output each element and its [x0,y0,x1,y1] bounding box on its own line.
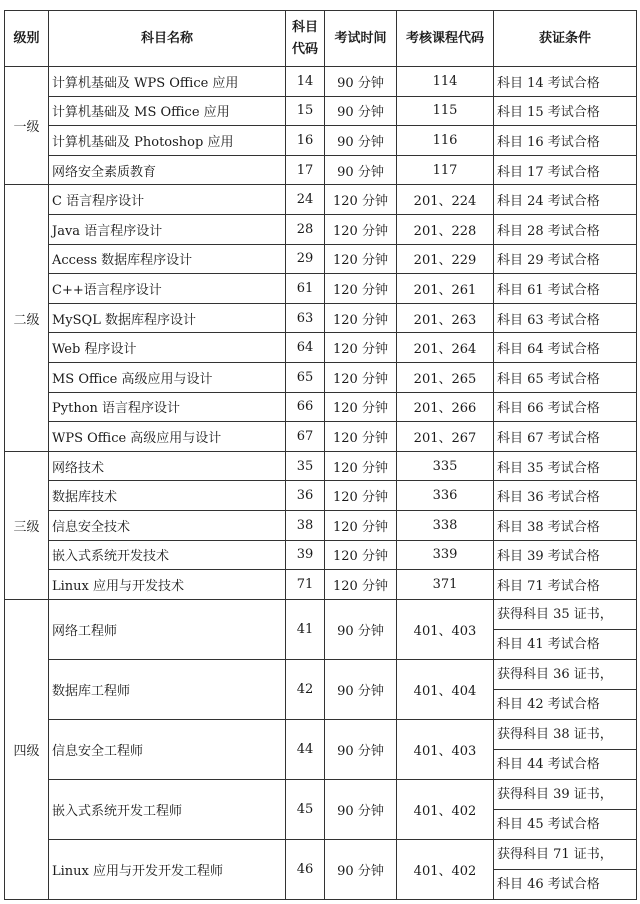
course-code-cell: 401、403 [397,599,494,659]
subject-code-cell: 29 [286,244,325,274]
table-row [5,599,637,659]
subject-name-cell: 计算机基础及 Photoshop 应用 [49,126,286,156]
table-row [5,540,637,570]
table-row [5,185,637,215]
condition-cell: 科目 63 考试合格 [494,303,637,333]
course-code-cell: 401、403 [397,719,494,779]
subject-code-cell: 66 [286,392,325,422]
course-code-cell: 201、267 [397,422,494,452]
header-code-line2: 代码 [291,41,318,57]
table-row [5,779,637,839]
condition-line: 获得科目 36 证书， [497,666,613,682]
condition-line: 科目 46 考试合格 [494,869,636,899]
subject-code-cell: 35 [286,451,325,481]
table-row [5,333,637,363]
table-row [5,451,637,481]
condition-cell: 科目 15 考试合格 [494,96,637,126]
condition-cell: 科目 35 考试合格 [494,451,637,481]
course-code-cell: 115 [397,96,494,126]
exam-subjects-table [4,10,637,900]
table-row [5,244,637,274]
duration-cell: 120 分钟 [325,540,397,570]
duration-cell: 90 分钟 [325,126,397,156]
condition-cell: 科目 39 考试合格 [494,540,637,570]
subject-name-cell: 网络工程师 [49,599,286,659]
subject-name-cell: Java 语言程序设计 [49,214,286,244]
duration-cell: 120 分钟 [325,274,397,304]
subject-code-cell: 64 [286,333,325,363]
table-row [5,392,637,422]
subject-name-cell: 信息安全技术 [49,510,286,540]
course-code-cell: 338 [397,510,494,540]
duration-cell: 120 分钟 [325,214,397,244]
condition-cell: 科目 66 考试合格 [494,392,637,422]
subject-name-cell: C++语言程序设计 [49,274,286,304]
subject-code-cell: 36 [286,481,325,511]
duration-cell: 120 分钟 [325,510,397,540]
subject-name-cell: WPS Office 高级应用与设计 [49,422,286,452]
table-row [5,303,637,333]
condition-cell: 科目 71 考试合格 [494,570,637,600]
duration-cell: 120 分钟 [325,362,397,392]
table-row [5,570,637,600]
condition-cell [494,779,637,839]
condition-cell: 科目 61 考试合格 [494,274,637,304]
condition-line: 获得科目 38 证书， [497,726,613,742]
level-cell: 二级 [5,185,49,451]
subject-code-cell: 28 [286,214,325,244]
table-row [5,274,637,304]
course-code-cell: 201、266 [397,392,494,422]
subject-code-cell: 14 [286,67,325,97]
course-code-cell: 201、229 [397,244,494,274]
duration-cell: 120 分钟 [325,570,397,600]
subject-name-cell: Python 语言程序设计 [49,392,286,422]
subject-name-cell: Linux 应用与开发开发工程师 [49,839,286,899]
header-duration: 考试时间 [325,11,397,67]
level-cell: 一级 [5,67,49,185]
duration-cell: 120 分钟 [325,422,397,452]
condition-cell: 科目 38 考试合格 [494,510,637,540]
duration-cell: 90 分钟 [325,779,397,839]
course-code-cell: 201、265 [397,362,494,392]
subject-name-cell: MS Office 高级应用与设计 [49,362,286,392]
subject-code-cell: 45 [286,779,325,839]
header-condition: 获证条件 [494,11,637,67]
subject-code-cell: 16 [286,126,325,156]
duration-cell: 120 分钟 [325,451,397,481]
duration-cell: 90 分钟 [325,96,397,126]
subject-name-cell: 网络技术 [49,451,286,481]
course-code-cell: 117 [397,155,494,185]
subject-code-cell: 67 [286,422,325,452]
course-code-cell: 201、263 [397,303,494,333]
course-code-cell: 335 [397,451,494,481]
condition-line: 科目 45 考试合格 [494,809,636,839]
subject-name-cell: 嵌入式系统开发工程师 [49,779,286,839]
condition-line: 获得科目 71 证书， [497,846,613,862]
duration-cell: 90 分钟 [325,719,397,779]
duration-cell: 90 分钟 [325,67,397,97]
condition-cell: 科目 24 考试合格 [494,185,637,215]
table-row [5,719,637,779]
table-row [5,126,637,156]
subject-name-cell: Access 数据库程序设计 [49,244,286,274]
duration-cell: 120 分钟 [325,481,397,511]
level-cell: 四级 [5,599,49,899]
subject-name-cell: MySQL 数据库程序设计 [49,303,286,333]
condition-cell: 科目 28 考试合格 [494,214,637,244]
header-row [5,11,637,67]
course-code-cell: 201、228 [397,214,494,244]
condition-cell [494,719,637,779]
course-code-cell: 201、261 [397,274,494,304]
subject-code-cell: 46 [286,839,325,899]
duration-cell: 90 分钟 [325,155,397,185]
condition-cell: 科目 64 考试合格 [494,333,637,363]
condition-line: 获得科目 39 证书， [497,786,613,802]
condition-cell: 科目 36 考试合格 [494,481,637,511]
course-code-cell: 401、402 [397,839,494,899]
course-code-cell: 401、404 [397,659,494,719]
subject-code-cell: 15 [286,96,325,126]
condition-line: 获得科目 35 证书， [497,606,613,622]
course-code-cell: 114 [397,67,494,97]
subject-name-cell: 数据库技术 [49,481,286,511]
table-row [5,839,637,899]
subject-name-cell: Linux 应用与开发技术 [49,570,286,600]
table-row [5,510,637,540]
condition-line: 科目 44 考试合格 [494,749,636,779]
subject-name-cell: 计算机基础及 WPS Office 应用 [49,67,286,97]
course-code-cell: 336 [397,481,494,511]
course-code-cell: 201、224 [397,185,494,215]
condition-cell [494,599,637,659]
subject-code-cell: 65 [286,362,325,392]
table-row [5,214,637,244]
duration-cell: 120 分钟 [325,244,397,274]
subject-code-cell: 42 [286,659,325,719]
header-subject-code [286,11,325,67]
course-code-cell: 201、264 [397,333,494,363]
condition-cell: 科目 17 考试合格 [494,155,637,185]
subject-name-cell: 计算机基础及 MS Office 应用 [49,96,286,126]
duration-cell: 120 分钟 [325,303,397,333]
condition-cell [494,839,637,899]
course-code-cell: 371 [397,570,494,600]
duration-cell: 120 分钟 [325,392,397,422]
condition-cell: 科目 67 考试合格 [494,422,637,452]
subject-code-cell: 24 [286,185,325,215]
course-code-cell: 116 [397,126,494,156]
duration-cell: 120 分钟 [325,185,397,215]
subject-code-cell: 17 [286,155,325,185]
subject-code-cell: 39 [286,540,325,570]
table-row [5,659,637,719]
table-body [5,67,637,900]
condition-line: 科目 41 考试合格 [494,629,636,659]
level-cell: 三级 [5,451,49,599]
subject-name-cell: 信息安全工程师 [49,719,286,779]
table-row [5,422,637,452]
duration-cell: 90 分钟 [325,659,397,719]
subject-code-cell: 71 [286,570,325,600]
table-row [5,481,637,511]
header-course-code: 考核课程代码 [397,11,494,67]
subject-code-cell: 38 [286,510,325,540]
table-row [5,155,637,185]
subject-code-cell: 44 [286,719,325,779]
subject-code-cell: 63 [286,303,325,333]
subject-code-cell: 41 [286,599,325,659]
table-row [5,96,637,126]
condition-cell [494,659,637,719]
condition-cell: 科目 29 考试合格 [494,244,637,274]
subject-name-cell: 网络安全素质教育 [49,155,286,185]
header-level: 级别 [5,11,49,67]
header-code-line1: 科目 [291,19,318,35]
table-row [5,362,637,392]
condition-line: 科目 42 考试合格 [494,689,636,719]
subject-name-cell: C 语言程序设计 [49,185,286,215]
condition-cell: 科目 16 考试合格 [494,126,637,156]
header-subject-name: 科目名称 [49,11,286,67]
condition-cell: 科目 65 考试合格 [494,362,637,392]
course-code-cell: 401、402 [397,779,494,839]
subject-code-cell: 61 [286,274,325,304]
table-row [5,67,637,97]
duration-cell: 90 分钟 [325,839,397,899]
duration-cell: 120 分钟 [325,333,397,363]
subject-name-cell: 嵌入式系统开发技术 [49,540,286,570]
course-code-cell: 339 [397,540,494,570]
duration-cell: 90 分钟 [325,599,397,659]
subject-name-cell: 数据库工程师 [49,659,286,719]
subject-name-cell: Web 程序设计 [49,333,286,363]
condition-cell: 科目 14 考试合格 [494,67,637,97]
